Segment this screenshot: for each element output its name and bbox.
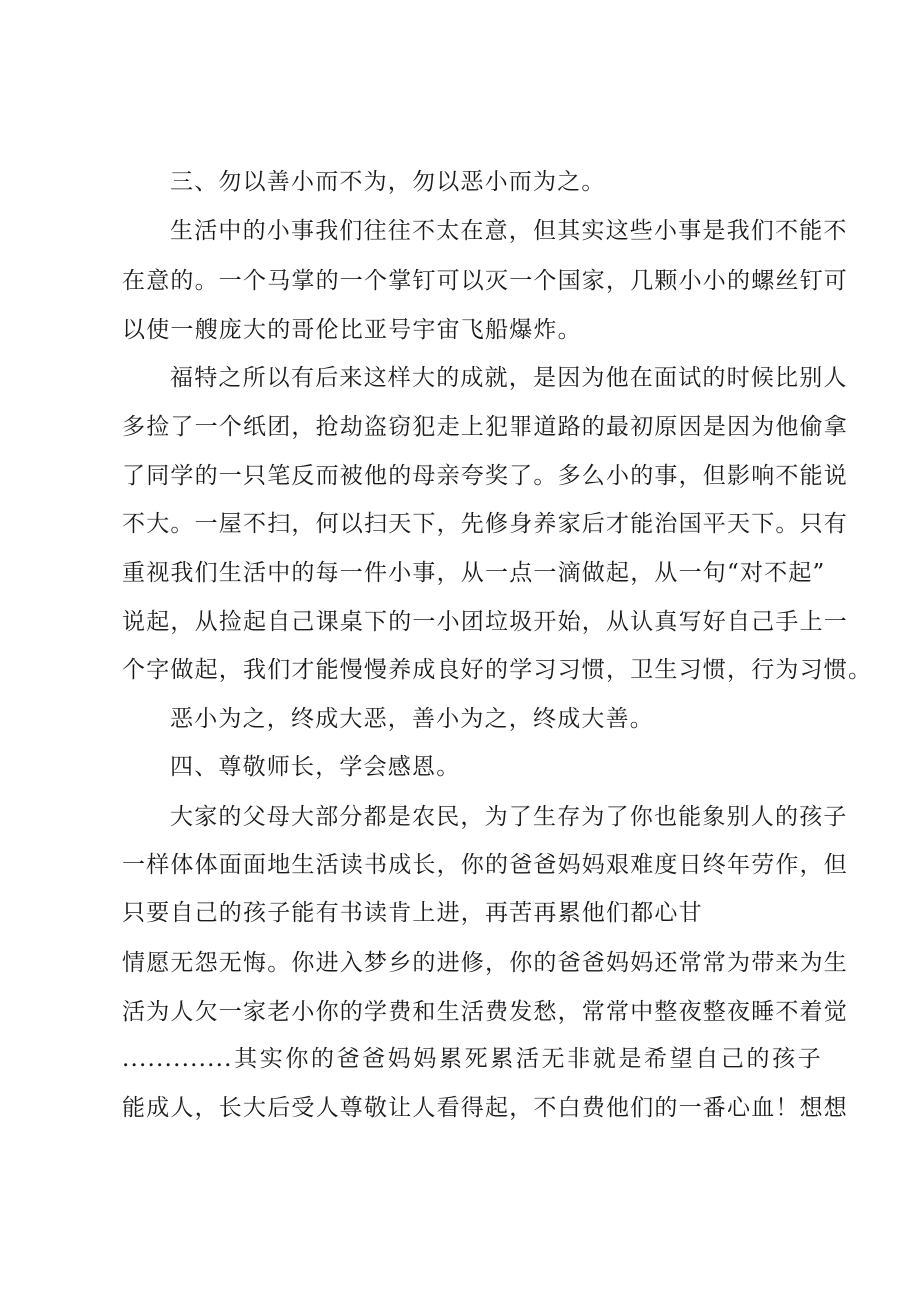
section-heading-four: 四、尊敬师长，学会感恩。 [170,754,461,780]
paragraph-line: 活为人欠一家老小你的学费和生活费发愁，常常中整夜整夜睡不着觉 [122,999,848,1025]
paragraph-line: 生活中的小事我们往往不太在意，但其实这些小事是我们不能不 [170,218,848,244]
paragraph-line: 了同学的一只笔反而被他的母亲夸奖了。多么小的事，但影响不能说 [122,463,848,489]
paragraph-line: 情愿无怨无悔。你进入梦乡的进修，你的爸爸妈妈还常常为带来为生 [122,950,848,976]
paragraph-line: 能成人，长大后受人尊敬让人看得起，不白费他们的一番心血！想想 [122,1095,848,1121]
paragraph-line: 只要自己的孩子能有书读肯上进，再苦再累他们都心甘 [122,900,703,926]
section-heading-three: 三、勿以善小而不为，勿以恶小而为之。 [170,169,606,195]
paragraph-line: 说起，从捡起自己课桌下的一小团垃圾开始，从认真写好自己手上一 [122,609,848,635]
paragraph-line: 个字做起，我们才能慢慢养成良好的学习习惯，卫生习惯，行为习惯。 [122,657,873,683]
paragraph-line: 重视我们生活中的每一件小事，从一点一滴做起，从一句“对不起” [122,560,826,586]
paragraph-line: 在意的。一个马掌的一个掌钉可以灭一个国家，几颗小小的螺丝钉可 [122,268,848,294]
paragraph-line: 大家的父母大部分都是农民，为了生存为了你也能象别人的孩子 [170,804,848,830]
paragraph-line: 以使一艘庞大的哥伦比亚号宇宙飞船爆炸。 [122,317,582,343]
paragraph-line: .............其实你的爸爸妈妈累死累活无非就是希望自己的孩子 [122,1046,822,1072]
paragraph-line: 福特之所以有后来这样大的成就，是因为他在面试的时候比别人 [170,365,848,391]
paragraph-line: 恶小为之，终成大恶，善小为之，终成大善。 [170,706,654,732]
paragraph-line: 一样体体面面地生活读书成长，你的爸爸妈妈艰难度日终年劳作，但 [122,852,848,878]
paragraph-line: 多捡了一个纸团，抢劫盗窃犯走上犯罪道路的最初原因是因为他偷拿 [122,414,848,440]
paragraph-line: 不大。一屋不扫，何以扫天下，先修身养家后才能治国平天下。只有 [122,511,848,537]
